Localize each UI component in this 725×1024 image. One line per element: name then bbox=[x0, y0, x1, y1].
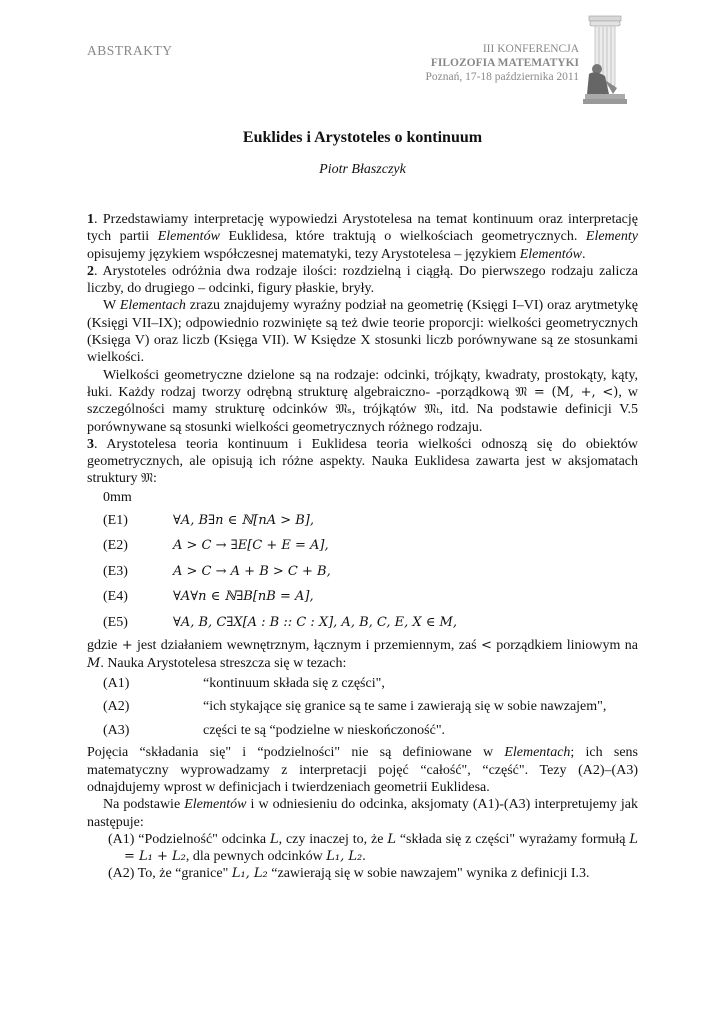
italic-text: Elementach bbox=[119, 298, 186, 314]
thesis-label: (A3) bbox=[103, 722, 130, 738]
text: , czy inaczej to, że bbox=[278, 831, 388, 847]
math-structure: 𝔐 = (M, +, <) bbox=[515, 384, 619, 400]
section-number-1: 1 bbox=[87, 212, 94, 227]
text: porządkiem liniowym na bbox=[491, 638, 638, 654]
axiom-label: (E4) bbox=[103, 589, 128, 605]
thesis-label: (A2) bbox=[103, 699, 130, 715]
axiom-label: (E2) bbox=[103, 538, 128, 554]
paragraph-3b bbox=[87, 637, 638, 672]
math-segments: L₁, L₂ bbox=[326, 849, 363, 865]
text: : bbox=[153, 471, 157, 487]
text: W bbox=[103, 298, 120, 314]
text: “zawierają się w sobie nawzajem" wynika z definicji I.3. bbox=[267, 866, 590, 882]
italic-text: Elementów bbox=[157, 229, 220, 245]
text: . bbox=[362, 849, 366, 865]
text: . Arystotelesa teoria kontinuum i Euklidesa teoria wielkości odnoszą się do obiektów geometrycznych, ale opisują ich różne aspekty. Nauka Euklidesa zawarta jest w aksjomatach struktury bbox=[87, 436, 638, 487]
conference-line-2: FILOZOFIA MATEMATYKI bbox=[430, 57, 579, 69]
axiom-row bbox=[87, 584, 638, 610]
math-L: L bbox=[387, 831, 396, 847]
axiom-label: (E3) bbox=[103, 563, 128, 579]
thesis-text: “kontinuum składa się z części", bbox=[203, 675, 385, 691]
axiom-formula: ∀A, B, C∃X[A : B :: C : X], A, B, C, E, X ∈ M, bbox=[173, 614, 457, 630]
text: Pojęcia “składania się" i “podzielności" nie są definiowane w bbox=[87, 745, 505, 761]
math-L: L bbox=[269, 831, 279, 847]
thesis-row bbox=[87, 719, 638, 743]
axiom-label: (E1) bbox=[103, 512, 128, 528]
theses-list bbox=[87, 672, 638, 743]
paragraph-3 bbox=[87, 436, 638, 488]
axiom-row bbox=[87, 508, 638, 534]
author: Piotr Błaszczyk bbox=[319, 162, 406, 177]
text: Na podstawie bbox=[103, 797, 185, 813]
interpretation-a2 bbox=[87, 865, 638, 882]
text: zrazu znajdujemy wyraźny podział na geometrię (Księgi I–VI) oraz arytmetykę (Księgi VII–IX); odpowiednio rozwinięte są też dwie teorie proporcji: wielkości geometrycznych (Księga V) oraz liczb (Księga VII). W Księdze X stosunki liczb porównywane są ze stosunkami wielkości. bbox=[87, 298, 638, 366]
axiom-label: (E5) bbox=[103, 614, 128, 630]
paragraph-3d bbox=[87, 796, 638, 831]
text: . Przedstawiamy interpretację wypowiedzi Arystotelesa na temat kontinuum oraz interpretację tych partii bbox=[87, 212, 638, 245]
italic-text: Elementach bbox=[504, 745, 571, 761]
paragraph-2 bbox=[87, 263, 638, 298]
thesis-text: “ich stykające się granice są te same i zawierają się w sobie nawzajem", bbox=[203, 699, 607, 715]
text: . bbox=[581, 246, 586, 262]
paragraph-2c bbox=[87, 367, 638, 436]
zero-mm: 0mm bbox=[103, 490, 132, 506]
axiom-row bbox=[87, 610, 638, 636]
text: , trójkątów bbox=[351, 402, 425, 418]
axiom-row bbox=[87, 533, 638, 559]
math-M: M bbox=[87, 655, 101, 671]
italic-text: Elementy bbox=[585, 229, 638, 245]
text: jest działaniem wewnętrznym, łącznym i przemiennym, zaś bbox=[132, 638, 481, 654]
math-less-than: < bbox=[480, 638, 492, 654]
header-left: ABSTRAKTY bbox=[87, 43, 173, 58]
axiom-row bbox=[87, 559, 638, 585]
thesis-text: części te są “podzielne w nieskończoność". bbox=[203, 722, 446, 738]
interpretation-a1 bbox=[87, 831, 638, 866]
thesis-row bbox=[87, 695, 638, 719]
conference-line-3: Poznań, 17-18 października 2011 bbox=[425, 71, 579, 83]
math-formula: L = L₁ + L₂ bbox=[124, 831, 638, 865]
text: Euklidesa, które traktują o wielkościach geometrycznych. bbox=[219, 229, 586, 245]
text: . Nauka Arystotelesa streszcza się w tezach: bbox=[100, 655, 347, 671]
thesis-label: (A1) bbox=[103, 675, 130, 691]
axiom-list bbox=[87, 508, 638, 636]
math-segments: 𝔐ₛ bbox=[335, 402, 352, 418]
conference-header bbox=[426, 42, 580, 84]
page-title: Euklides i Arystoteles o kontinuum bbox=[242, 129, 483, 146]
text: . Arystoteles odróżnia dwa rodzaje ilości: rozdzielną i ciągłą. Do pierwszego rodzaju zalicza liczby, do drugiego – odcinki, figury płaskie, bryły. bbox=[87, 263, 638, 297]
text: , itd. Na podstawie definicji V.5 porównywane są stosunki wielkości geometrycznych różnego rodzaju. bbox=[87, 402, 639, 435]
math-triangles: 𝔐ₜ bbox=[424, 402, 440, 418]
axiom-formula: ∀A, B∃n ∈ ℕ[nA > B], bbox=[173, 512, 314, 528]
text: i w odniesieniu do odcinka, aksjomaty (A1)-(A3) interpretujemy jak następuje: bbox=[87, 797, 638, 830]
text: (A1) “Podzielność" odcinka bbox=[108, 831, 270, 847]
text: Wielkości geometryczne dzielone są na rodzaje: odcinki, trójkąty, kwadraty, prostokąty, kąty, łuki. Każdy rodzaj tworzy odrębną strukturę algebraiczno- -porządkową bbox=[87, 367, 638, 400]
math-plus: + bbox=[121, 638, 133, 654]
text: opisujemy językiem współczesnej matematyki, tezy Arystotelesa – językiem bbox=[87, 246, 520, 262]
text: gdzie bbox=[87, 638, 122, 654]
section-number-2: 2 bbox=[87, 263, 94, 279]
paragraph-3c bbox=[87, 744, 638, 796]
text: (A2) To, że “granice" bbox=[108, 866, 232, 882]
text: ; ich sens matematyczny wyprowadzamy z interpretacji pojęć “całość", “część". Tezy (A2)–(A3) odnajdujemy wprost w definicjach i twierdzeniach geometrii Euklidesa. bbox=[87, 745, 638, 795]
paragraph-1 bbox=[87, 211, 638, 263]
math-structure: 𝔐 bbox=[141, 471, 154, 487]
axiom-formula: A > C → A + B > C + B, bbox=[173, 563, 331, 579]
axiom-formula: A > C → ∃E[C + E = A], bbox=[173, 538, 329, 554]
text: “składa się z części" wyrażamy formułą bbox=[395, 831, 630, 847]
paragraph-2b bbox=[87, 297, 638, 366]
italic-text: Elementów bbox=[184, 797, 247, 813]
section-number-3: 3 bbox=[87, 436, 94, 452]
axiom-formula: ∀A∀n ∈ ℕ∃B[nB = A], bbox=[173, 589, 314, 605]
math-segments: L₁, L₂ bbox=[231, 866, 268, 882]
text: , w szczególności mamy strukturę odcinków bbox=[87, 384, 638, 418]
column-statue-logo bbox=[583, 14, 629, 106]
text: , dla pewnych odcinków bbox=[185, 849, 327, 865]
thesis-row bbox=[87, 672, 638, 696]
conference-line-1: III KONFERENCJA bbox=[482, 43, 579, 55]
abstract-body bbox=[87, 211, 638, 883]
italic-text: Elementów bbox=[519, 246, 582, 262]
